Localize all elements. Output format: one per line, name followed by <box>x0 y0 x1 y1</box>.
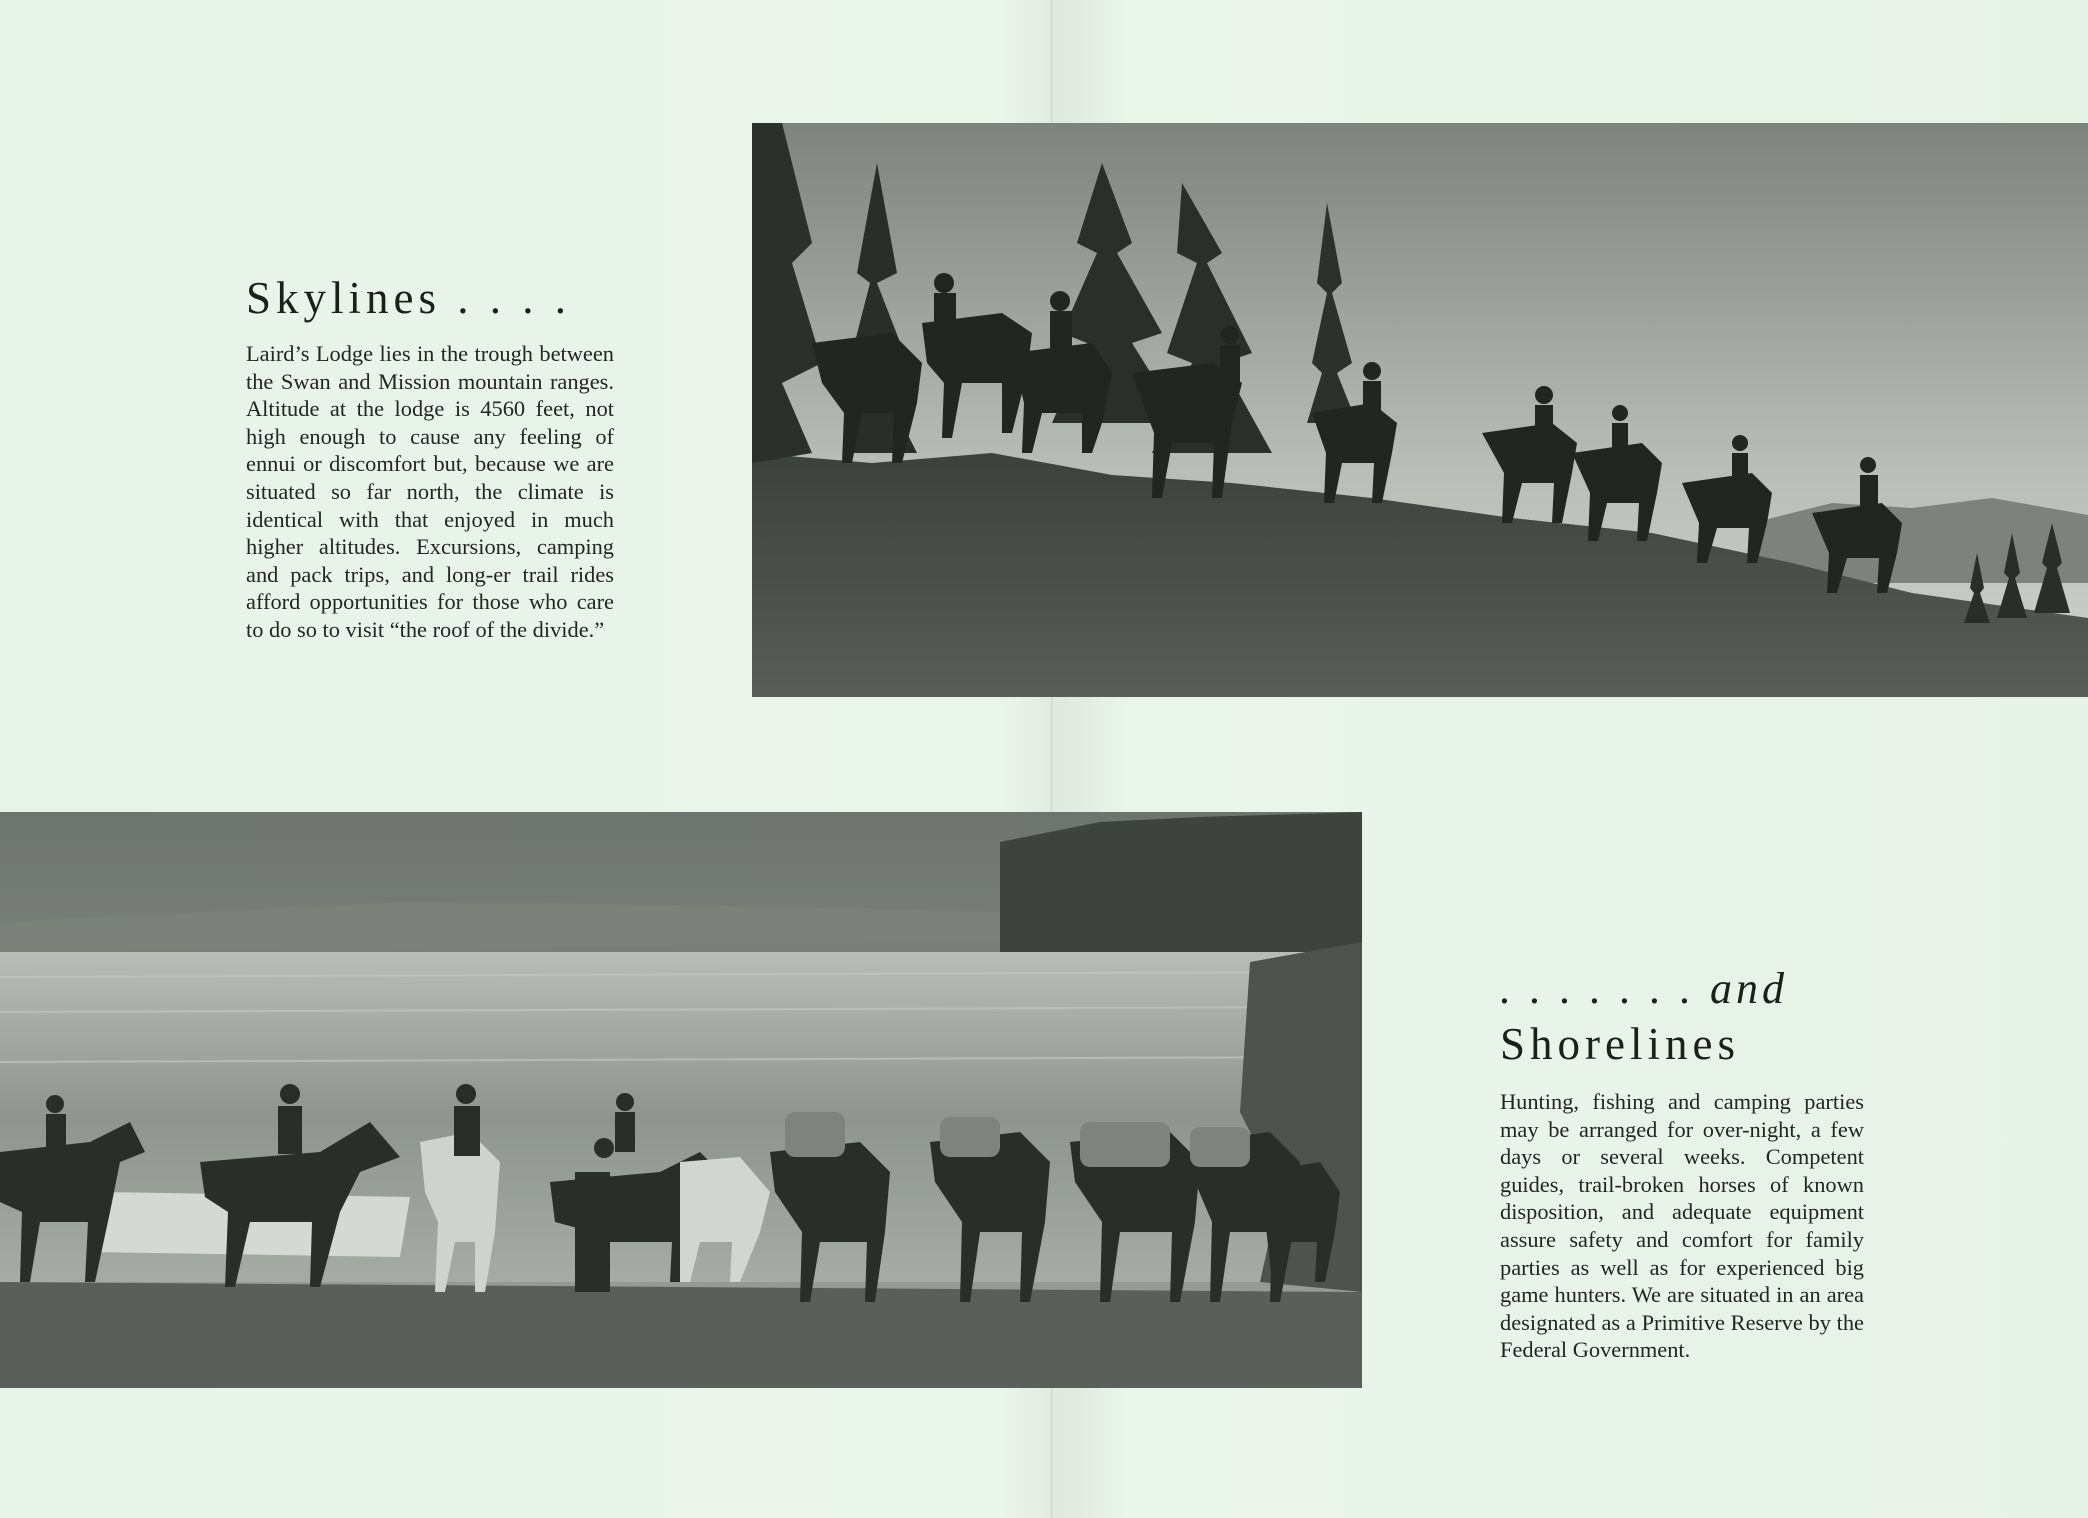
shoreline-horses-photo <box>0 812 1362 1388</box>
skylines-paragraph: Laird’s Lodge lies in the trough between the Swan and Mission mountain ranges. Altitude at the lodge is 4560 feet, not high enough to cause any feeling of ennui or discomfort but, because we are situated so far north, the climate is identical with that enjoyed in much higher altitudes. Excursions, camping and pack trips, and long-er trail rides afford opportunities for those who care to do so to visit “the roof of the divide.” <box>246 341 614 642</box>
and-lead-in: . . . . . . . and <box>1500 964 1788 1013</box>
shorelines-heading: Shorelines <box>1500 1019 1740 1069</box>
shorelines-paragraph: Hunting, fishing and camping parties may be arranged for over-night, a few days or several weeks. Competent guides, trail-broken horses of known disposition, and adequate equipment assure safety and comfort for family parties as well as for experienced big game hunters. We are situated in an area designated as a Primitive Reserve by the Federal Government. <box>1500 1089 1864 1363</box>
skyline-riders-image <box>752 123 2088 697</box>
skylines-heading: Skylines . . . . <box>246 273 572 323</box>
skyline-riders-photo <box>752 123 2088 697</box>
shoreline-horses-image <box>0 812 1362 1388</box>
